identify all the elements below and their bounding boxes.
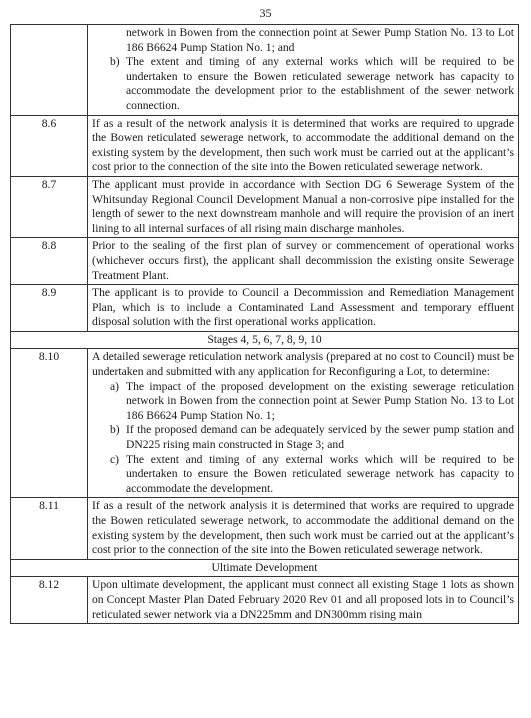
table-row xyxy=(11,577,519,624)
list-item-text: The extent and timing of any external works which will be required to be undertaken to ensure the Bowen reticulated sewerage network has capacity to accommodate the development. xyxy=(126,452,514,495)
condition-number: 8.11 xyxy=(11,498,88,559)
list-item xyxy=(92,55,514,113)
condition-text: If as a result of the network analysis it is determined that works are required to upgrade the Bowen reticulated sewerage network, to accommodate the additional demand on the existing system by the development, then such work must be carried out at the applicant’s cost prior to the connection of the site into the Bowen reticulated sewerage network. xyxy=(88,498,519,559)
condition-number: 8.12 xyxy=(11,577,88,624)
list-item xyxy=(92,380,514,424)
stage-heading-row xyxy=(11,559,519,577)
list-item-letter: b) xyxy=(110,423,120,437)
table-row xyxy=(11,498,519,559)
condition-number: 8.8 xyxy=(11,238,88,285)
condition-number: 8.9 xyxy=(11,285,88,332)
condition-text: Prior to the sealing of the first plan of survey or commencement of operational works (whichever occurs first), the applicant shall decommission the existing onsite Sewerage Treatment Plant. xyxy=(88,238,519,285)
table-row xyxy=(11,115,519,176)
list-item-text: The extent and timing of any external works which will be required to be undertaken to ensure the Bowen reticulated sewerage network has capacity to accommodate the development prior to the establishment of the sewer network connection. xyxy=(126,55,514,112)
list-item xyxy=(92,423,514,452)
condition-text xyxy=(88,349,519,498)
condition-text: If as a result of the network analysis it is determined that works are required to upgrade the Bowen reticulated sewerage network, to accommodate the additional demand on the existing system by the development, then such work must be carried out at the applicant’s cost prior to the connection of the site into the Bowen reticulated sewerage network. xyxy=(88,115,519,176)
table-row xyxy=(11,285,519,332)
list-item-text: The impact of the proposed development on the existing sewerage reticulation network in Bowen from the connection point at Sewer Pump Station No. 13 to Lot 186 B6624 Pump Station No. 1; xyxy=(126,379,514,422)
condition-number xyxy=(11,25,88,116)
condition-text xyxy=(88,25,519,116)
table-row xyxy=(11,176,519,237)
list-item-letter: a) xyxy=(110,379,120,393)
condition-intro-text: A detailed sewerage reticulation network analysis (prepared at no cost to Council) must be undertaken and submitted with any application for Reconfiguring a Lot, to determine: xyxy=(92,350,514,379)
condition-number: 8.7 xyxy=(11,176,88,237)
stage-heading-row xyxy=(11,331,519,349)
condition-text: Upon ultimate development, the applicant must connect all existing Stage 1 lots as shown on Concept Master Plan Dated February 2020 Rev 01 and all proposed lots in to Council’s reticulated sewer network via a DN225mm and DN300mm rising main xyxy=(88,577,519,624)
stage-heading: Ultimate Development xyxy=(11,559,519,577)
list-item xyxy=(92,453,514,497)
list-item-text: If the proposed demand can be adequately serviced by the sewer pump station and DN225 rising main constructed in Stage 3; and xyxy=(126,423,514,452)
condition-number: 8.6 xyxy=(11,115,88,176)
table-row xyxy=(11,25,519,116)
list-item-letter: c) xyxy=(110,452,120,466)
conditions-table xyxy=(10,24,519,624)
list-item-letter: b) xyxy=(110,55,120,69)
condition-text: The applicant must provide in accordance with Section DG 6 Sewerage System of the Whitsunday Regional Council Development Manual a non-corrosive pipe installed for the length of sewer to the next downstream manhole and will require the provision of an inert lining to all internal surfaces of all rising main discharge manholes. xyxy=(88,176,519,237)
continuation-text: network in Bowen from the connection point at Sewer Pump Station No. 13 to Lot 186 B6624 Pump Station No. 1; and xyxy=(126,26,514,54)
stage-heading: Stages 4, 5, 6, 7, 8, 9, 10 xyxy=(11,331,519,349)
table-row xyxy=(11,238,519,285)
condition-text: The applicant is to provide to Council a Decommission and Remediation Management Plan, which is to include a Contaminated Land Assessment and temporary effluent disposal solution with the first operational works application. xyxy=(88,285,519,332)
page-number: 35 xyxy=(259,6,272,20)
condition-number: 8.10 xyxy=(11,349,88,498)
table-row xyxy=(11,349,519,498)
